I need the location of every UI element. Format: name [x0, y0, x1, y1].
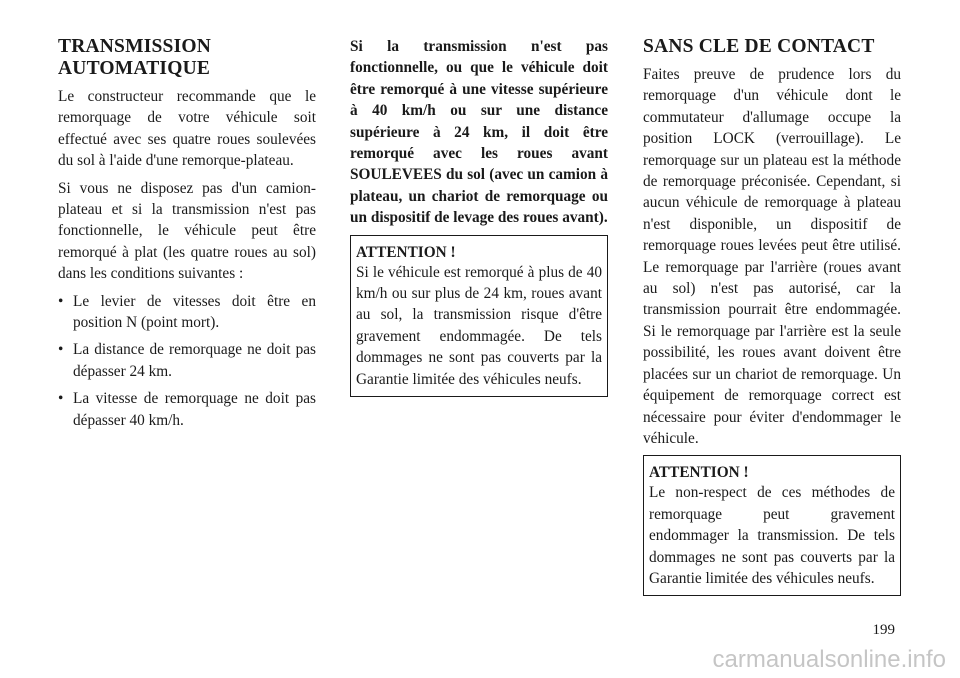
column-left: [58, 36, 316, 437]
warning-text: Le non-respect de ces méthodes de remorquage peut gravement endommager la transmission. De tels dommages ne sont pas couverts par la Garantie limitée des véhicules neufs.: [649, 484, 895, 587]
column-right: [643, 36, 901, 596]
column-middle: [350, 36, 608, 397]
page-number: 199: [872, 622, 895, 638]
heading-line-1: TRANSMISSION: [58, 36, 212, 57]
condition-list: [58, 291, 316, 431]
paragraph: Le constructeur recommande que le remorquage de votre véhicule soit effectué avec ses quatre roues soulevées du sol à l'aide d'une remorque-plateau.: [58, 88, 316, 170]
section-heading-keyless: SANS CLE DE CONTACT: [643, 36, 875, 57]
list-item-text: La distance de remorquage ne doit pas dépasser 24 km.: [73, 341, 316, 380]
warning-text: Si le véhicule est remorqué à plus de 40 km/h ou sur plus de 24 km, roues avant au sol, la transmission risque d'être gravement endommagée. De tels dommages ne sont pas couverts par la Garantie limitée des véhicules neufs.: [356, 263, 602, 388]
list-item-text: Le levier de vitesses doit être en position N (point mort).: [73, 292, 316, 332]
bold-instruction-paragraph: Si la transmission n'est pas fonctionnelle, ou que le véhicule doit être remorqué à une vitesse supérieure à 40 km/h ou sur une distance supérieure à 24 km, il doit être remorqué avec les roues avant SOULEVEES du sol (avec un camion à plateau, un chariot de remorquage ou un dispositif de levage des roues avant).: [350, 38, 608, 227]
paragraph: Faites preuve de prudence lors du remorquage d'un véhicule dont le commutateur d'allumage occupe la position LOCK (verrouillage). Le remorquage sur un plateau est la méthode de remorquage préconisée. Cependant, si aucun véhicule de remorquage à plateau n'est disponible, un dispositif de remorquage roues levées peut être utilisé. Le remorquage par l'arrière (roues avant au sol) n'est pas autorisé, car la transmission pourrait être endommagée. Si le remorquage par l'arrière est la seule possibilité, les roues avant doivent être placées sur un chariot de remorquage. Un équipement de remorquage correct est nécessaire pour éviter d'endommager le véhicule.: [643, 66, 901, 447]
paragraph: Si vous ne disposez pas d'un camion-plateau et si la transmission n'est pas fonctionnelle, le véhicule peut être remorqué à plat (les quatre roues au sol) dans les conditions suivantes :: [58, 179, 316, 283]
bullet-icon: •: [58, 292, 64, 310]
watermark: carmanualsonline.info: [712, 646, 946, 673]
heading-line-2: AUTOMATIQUE: [58, 58, 211, 79]
bullet-icon: •: [58, 341, 64, 359]
list-item: [58, 339, 316, 382]
warning-box: [350, 235, 608, 397]
warning-title: ATTENTION !: [356, 243, 456, 261]
section-heading-automatic-transmission: [58, 36, 316, 80]
warning-box: [643, 455, 901, 596]
list-item-text: La vitesse de remorquage ne doit pas dépasser 40 km/h.: [73, 390, 316, 429]
list-item: [58, 388, 316, 431]
warning-title: ATTENTION !: [649, 464, 749, 482]
list-item: [58, 291, 316, 334]
bullet-icon: •: [58, 390, 64, 408]
